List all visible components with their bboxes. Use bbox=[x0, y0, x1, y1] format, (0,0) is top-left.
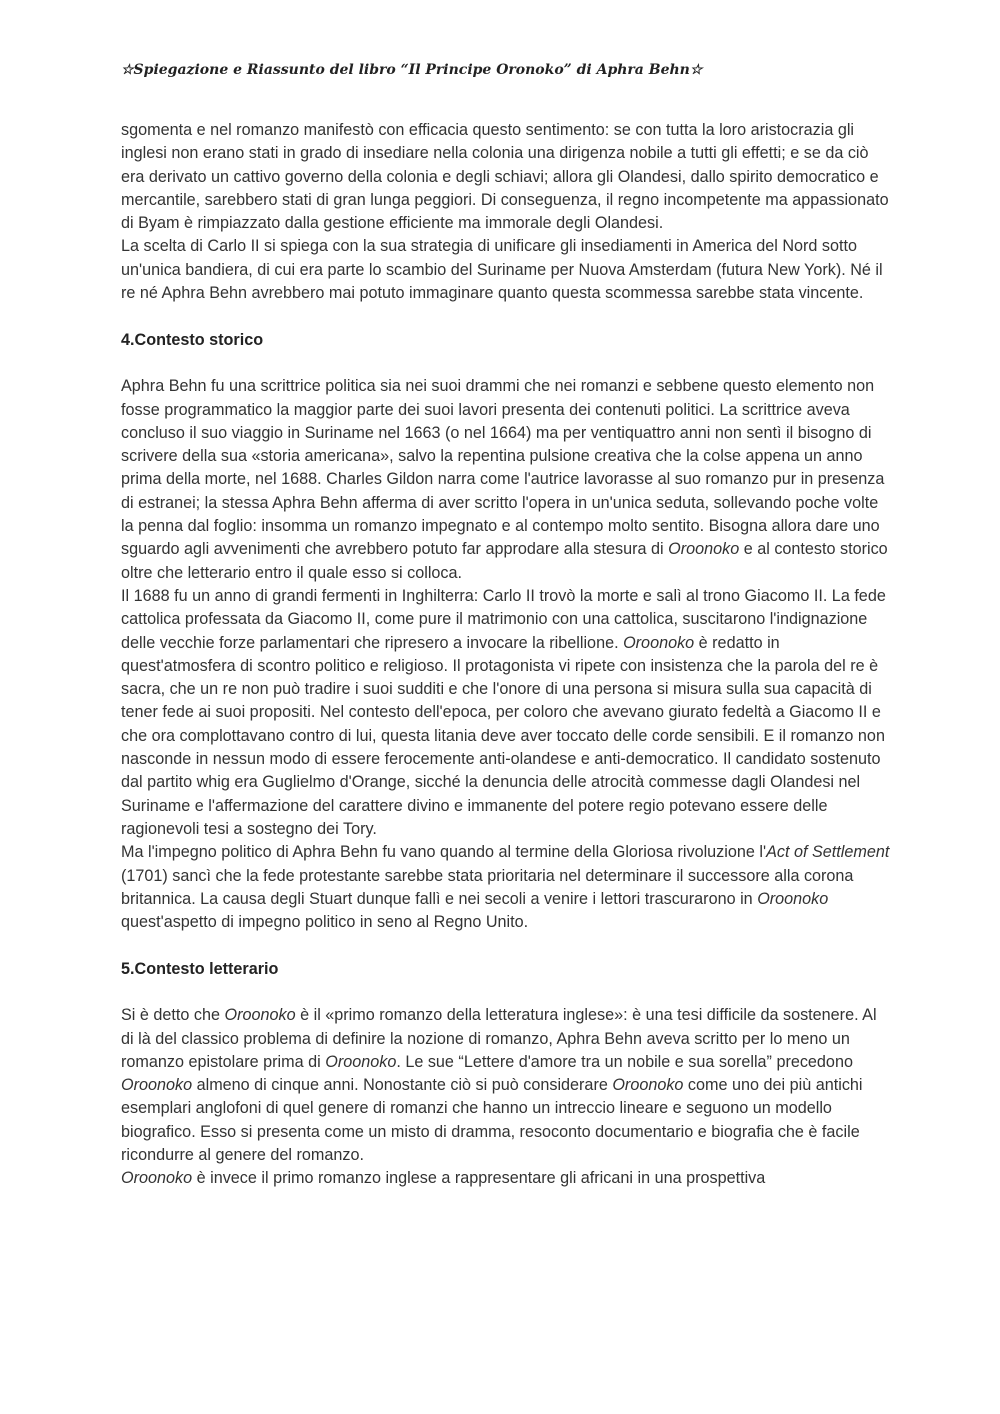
book-title-italic: Oroonoko bbox=[623, 633, 695, 652]
spacer bbox=[121, 934, 891, 957]
text-run: Il 1688 fu un anno di grandi fermenti in Inghilterra: Carlo II trovò la morte e salì al trono Giacomo II. La fede cattolica professata da Giacomo II, come pure il matrimonio con una cattolica, suscitarono l'indignazione delle vecchie forze parlamentari che ripresero a invocare la ribellione. bbox=[121, 586, 886, 652]
paragraph-letterario-1 bbox=[121, 1004, 891, 1167]
text-run: almeno di cinque anni. Nonostante ciò si può considerare bbox=[192, 1076, 613, 1095]
paragraph-storico-1 bbox=[121, 375, 891, 585]
paragraph-intro-2: La scelta di Carlo II si spiega con la sua strategia di unificare gli insediamenti in America del Nord sotto un'unica bandiera, di cui era parte lo scambio del Suriname per Nuova Amsterdam (futura New York). Né il re né Aphra Behn avrebbero mai potuto immaginare quanto questa scommessa sarebbe stata vincente. bbox=[121, 237, 883, 303]
spacer bbox=[121, 305, 891, 328]
paragraph-letterario-2 bbox=[121, 1167, 891, 1190]
document-body bbox=[121, 119, 891, 1191]
book-title-italic: Oroonoko bbox=[757, 889, 829, 908]
paragraph-storico-2 bbox=[121, 585, 891, 841]
spacer bbox=[121, 981, 891, 1004]
section-heading-contesto-letterario: 5.Contesto letterario bbox=[121, 959, 279, 978]
book-title-italic: Oroonoko bbox=[668, 540, 740, 559]
text-run: Aphra Behn fu una scrittrice politica sia nei suoi drammi che nei romanzi e sebbene questo elemento non fosse programmatico la maggior parte dei suoi lavori presenta dei contenuti politici. La scrittrice aveva concluso il suo viaggio in Suriname nel 1663 (o nel 1664) ma per ventiquattro anni non sentì il bisogno di scrivere della sua «storia americana», salvo la repentina pulsione creativa che la colse appena un anno prima della morte, nel 1688. Charles Gildon narra come l'autrice lavorasse al suo romanzo pur in presenza di estranei; la stessa Aphra Behn afferma di aver scritto l'opera in un'unica seduta, sollevando poche volte la penna dal foglio: insomma un romanzo impegnato e al contempo molto sentito. Bisogna allora dare uno sguardo agli avvenimenti che avrebbero potuto far approdare alla stesura di bbox=[121, 377, 885, 559]
page-header-title: ☆Spiegazione e Riassunto del libro “Il Principe Oronoko” di Aphra Behn☆ bbox=[121, 62, 703, 78]
book-title-italic: Oroonoko bbox=[612, 1076, 684, 1095]
text-run: Ma l'impegno politico di Aphra Behn fu vano quando al termine della Gloriosa rivoluzione l' bbox=[121, 843, 767, 862]
spacer bbox=[121, 352, 891, 375]
text-run: Si è detto che bbox=[121, 1006, 225, 1025]
text-run: e al contesto storico oltre che letterario entro il quale esso si colloca. bbox=[121, 540, 888, 582]
text-run: è invece il primo romanzo inglese a rappresentare gli africani in una prospettiva bbox=[192, 1169, 766, 1188]
text-run: . Le sue “Lettere d'amore tra un nobile e sua sorella” precedono bbox=[396, 1052, 853, 1071]
paragraph-storico-3 bbox=[121, 841, 891, 934]
book-title-italic: Oroonoko bbox=[121, 1076, 193, 1095]
book-title-italic: Oroonoko bbox=[325, 1052, 397, 1071]
text-run: come uno dei più antichi esemplari anglofoni di quel genere di romanzi che hanno un intreccio lineare e seguono un modello biografico. Esso si presenta come un misto di dramma, resoconto documentario e biografia che è facile ricondurre al genere del romanzo. bbox=[121, 1076, 863, 1165]
act-title-italic: Act of Settlement bbox=[766, 843, 890, 862]
text-run: (1701) sancì che la fede protestante sarebbe stata prioritaria nel determinare il successore alla corona britannica. La causa degli Stuart dunque fallì e nei secoli a venire i lettori trascurarono in bbox=[121, 866, 854, 908]
text-run: è redatto in quest'atmosfera di scontro politico e religioso. Il protagonista vi ripete con insistenza che la parola del re è sacra, che un re non può tradire i suoi sudditi e che l'onore di una persona si misura sulla sua capacità di tener fede ai suoi propositi. Nel contesto dell'epoca, per coloro che avevano giurato fedeltà a Giacomo II e che ora complottavano contro di lui, questa litania deve aver toccato delle corde sensibili. E il romanzo non nasconde in nessun modo di essere ferocemente anti-olandese e anti-democratico. Il candidato sostenuto dal partito whig era Guglielmo d'Orange, sicché la denuncia delle atrocità commesse dagli Olandesi nel Suriname e l'affermazione del carattere divino e immanente del potere regio potevano essere delle ragionevoli tesi a sostegno dei Tory. bbox=[121, 633, 885, 838]
text-run: quest'aspetto di impegno politico in seno al Regno Unito. bbox=[121, 913, 529, 932]
text-run: è il «primo romanzo della letteratura inglese»: è una tesi difficile da sostenere. Al di là del classico problema di definire la nozione di romanzo, Aphra Behn aveva scritto per lo meno un romanzo epistolare prima di bbox=[121, 1006, 877, 1071]
book-title-italic: Oroonoko bbox=[224, 1006, 296, 1025]
book-title-italic: Oroonoko bbox=[121, 1169, 193, 1188]
section-heading-contesto-storico: 4.Contesto storico bbox=[121, 330, 264, 349]
paragraph-intro-1: sgomenta e nel romanzo manifestò con efficacia questo sentimento: se con tutta la loro aristocrazia gli inglesi non erano stati in grado di insediare nella colonia una dirigenza nobile a tutti gli effetti; e se da ciò era derivato un cattivo governo della colonia e degli schiavi; allora gli Olandesi, dallo spirito democratico e mercantile, sarebbero stati di gran lunga peggiori. Di conseguenza, il regno incompetente ma appassionato di Byam è rimpiazzato dalla gestione efficiente ma immorale degli Olandesi. bbox=[121, 121, 889, 233]
